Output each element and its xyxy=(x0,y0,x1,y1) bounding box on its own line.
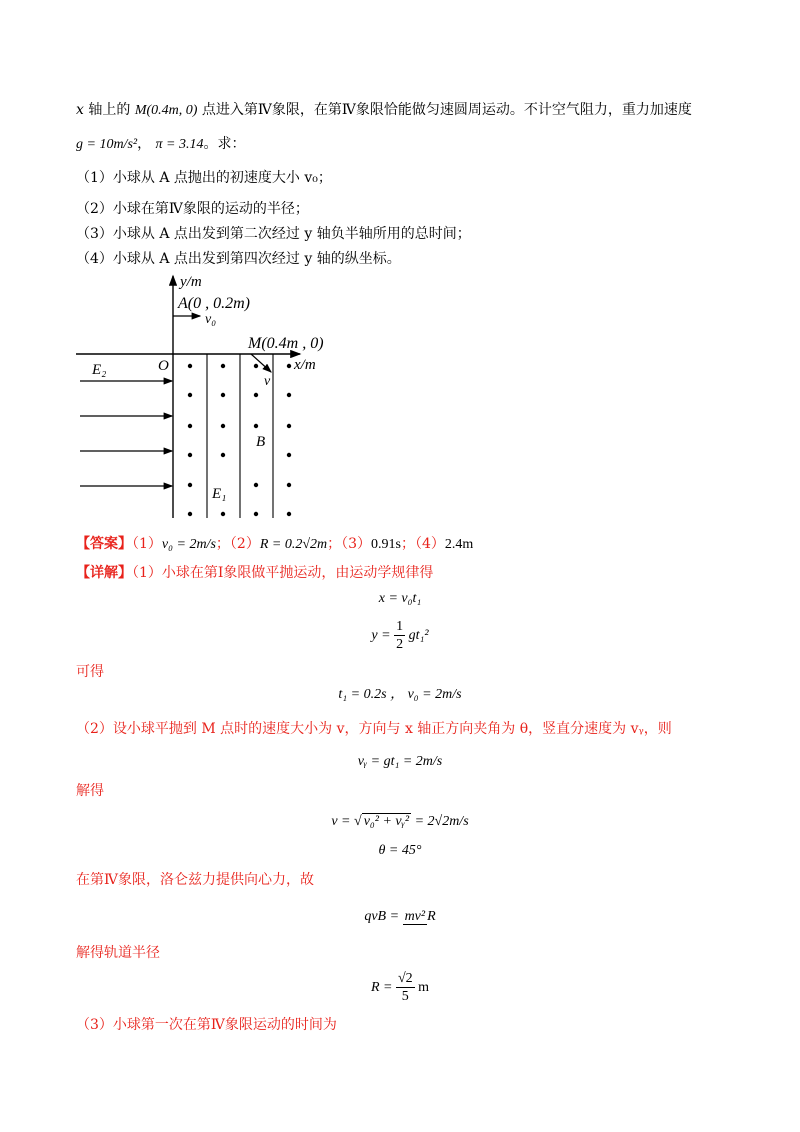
kede-text: 可得 xyxy=(76,664,104,680)
y-axis-label: y/m xyxy=(180,274,202,290)
e2-label: E₂ xyxy=(92,362,107,378)
b-label: B xyxy=(256,434,266,450)
physics-figure xyxy=(0,268,800,538)
x-symbol: x xyxy=(76,102,84,118)
answer-3: 0.91s xyxy=(371,537,401,552)
pi-value: π = 3.14 xyxy=(155,137,204,152)
eq-theta: θ = 45° xyxy=(378,843,422,858)
detail-line-1 xyxy=(76,563,433,583)
answer-line: 【答案】（1）v₀ = 2m/s；（2）R = 0.2√2m；（3）0.91s；（4）2.4m xyxy=(76,536,474,552)
answer-2: R = 0.2√2m xyxy=(259,537,328,552)
detail-part-3: 在第Ⅳ象限，洛仑兹力提供向心力，故 xyxy=(76,872,314,888)
answer-tag: 【答案】 xyxy=(76,536,132,552)
eq-y: y = $\frac{1}{2}$ gt₁² xyxy=(371,619,429,653)
question-2: （2）小球在第Ⅳ象限的运动的半径； xyxy=(76,201,309,217)
v-label: v xyxy=(264,374,271,389)
intro-end: 。求： xyxy=(203,136,246,152)
answer-1: v₀ = 2m/s xyxy=(161,537,216,552)
answer-4: 2.4m xyxy=(444,537,474,552)
e1-label: E₁ xyxy=(212,486,227,502)
detail-tag: 【详解】 xyxy=(76,565,132,581)
eq-qvb-fraction: mv² R xyxy=(404,909,436,924)
jiede-text-2: 解得轨道半径 xyxy=(76,945,160,961)
point-a-label: A(0 , 0.2m) xyxy=(178,295,250,312)
detail-part-2: （2）设小球平抛到 M 点时的速度大小为 v，方向与 x 轴正方向夹角为 θ，竖直分速度为 vᵧ，则 xyxy=(76,721,672,737)
intro-text-a: 轴上的 xyxy=(83,102,135,118)
point-m-text: M(0.4m, 0) xyxy=(134,103,198,118)
eq-r: R = $\frac{√2}{5}$ m xyxy=(370,971,430,1005)
detail-part-1: （1）小球在第Ⅰ象限做平抛运动，由运动学规律得 xyxy=(132,565,434,581)
eq-x: x = v₀t₁ xyxy=(378,591,422,606)
eq-y-fraction: $\frac{1}{2}$ xyxy=(396,619,404,653)
intro-text-b: 点进入第Ⅳ象限，在第Ⅳ象限恰能做匀速圆周运动。不计空气阻力，重力加速度 xyxy=(197,102,692,118)
intro-line-2: g = 10m/s²， π = 3.14。求： xyxy=(76,136,246,152)
intro-line-1 xyxy=(76,100,692,121)
question-3: （3）小球从 A 点出发到第二次经过 y 轴负半轴所用的总时间； xyxy=(76,226,471,242)
eq-r-fraction: $\frac{√2}{5}$ xyxy=(397,971,413,1005)
origin-label: O xyxy=(158,358,169,374)
point-m-label: M(0.4m , 0) xyxy=(248,335,324,352)
eq-v: v = √ v₀² + vᵧ² = 2√2m/s xyxy=(331,814,469,829)
eq-t1: t₁ = 0.2s ， v₀ = 2m/s xyxy=(338,687,462,702)
x-axis-label: x/m xyxy=(294,357,316,373)
g-value: g = 10m/s² xyxy=(76,137,138,152)
eq-vy: vᵧ = gt₁ = 2m/s xyxy=(357,754,443,769)
v0-label: v₀ xyxy=(205,312,217,327)
jiede-text-1: 解得 xyxy=(76,783,104,799)
question-1: （1）小球从 A 点抛出的初速度大小 v₀； xyxy=(76,170,332,186)
eq-qvb: qvB = mv² R xyxy=(0,899,800,935)
velocity-arrow xyxy=(251,354,271,372)
question-4: （4）小球从 A 点出发到第四次经过 y 轴的纵坐标。 xyxy=(76,251,401,267)
detail-part-4: （3）小球第一次在第Ⅳ象限运动的时间为 xyxy=(76,1017,337,1033)
